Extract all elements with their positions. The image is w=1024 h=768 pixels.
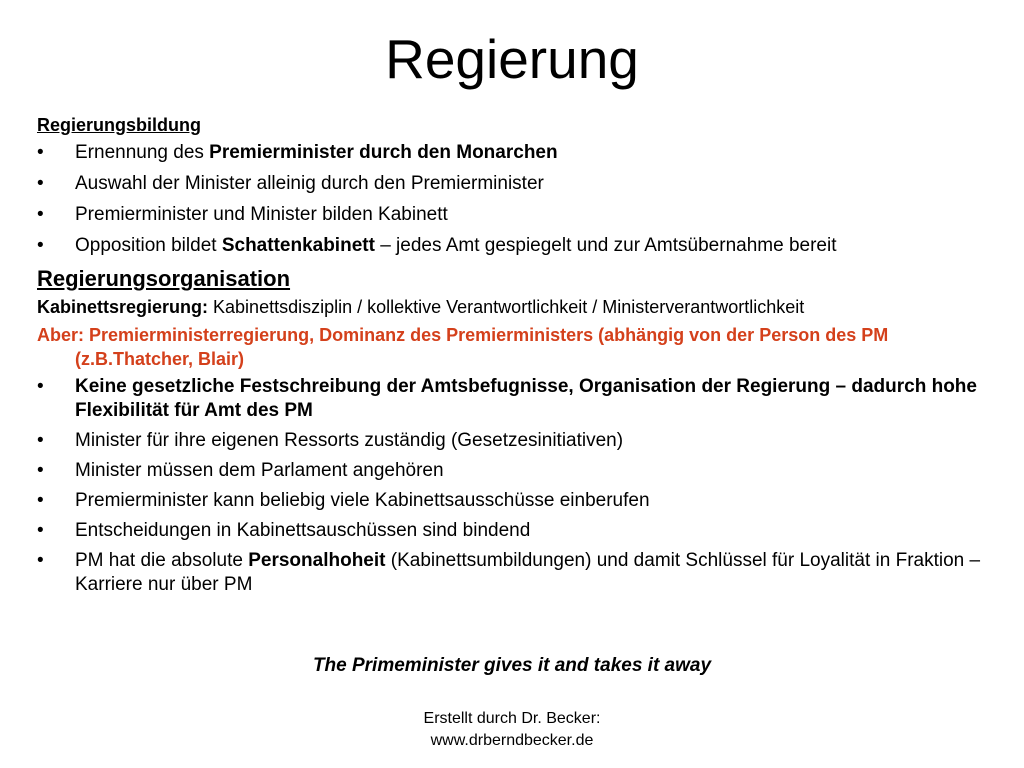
aber-paragraph: Aber: Premierministerregierung, Dominanz des Premierministers (abhängig von der Person des PM (z.B.Thatcher, Blair) [37,325,889,369]
item-text: Opposition bildet [75,235,222,256]
item-text: Minister für ihre eigenen Ressorts zuständig (Gesetzesinitiativen) [75,430,624,451]
list-item [37,234,997,258]
item-text: Minister müssen dem Parlament angehören [75,460,444,481]
item-bold-text: Premierminister durch den Monarchen [209,142,558,163]
item-text: – jedes Amt gespiegelt und zur Amtsübernahme bereit [374,235,837,256]
section-heading-regierungsbildung: Regierungsbildung [37,115,201,135]
bullet-icon: • [37,142,44,163]
footer-credit [350,708,674,752]
bullet-icon: • [37,520,44,541]
kabinettsregierung-paragraph [37,295,997,319]
item-text: (Kabinettsumbildungen) und damit Schlüssel für Loyalität in Fraktion – Karriere nur über PM [75,550,981,595]
item-bold-text: Keine gesetzliche Festschreibung der Amtsbefugnisse, Organisation der Regierung – dadurch hohe Flexibilität für Amt des PM [75,376,977,421]
bullet-icon: • [37,235,44,256]
section-heading-regierungsorganisation: Regierungsorganisation [37,266,291,291]
footer-url: www.drberndbecker.de [430,732,594,749]
item-text: PM hat die absolute [75,550,249,571]
list-item [37,429,997,453]
list-item [37,519,997,543]
list-item [37,141,997,165]
bullet-icon: • [37,376,44,397]
closing-quote: The Primeminister gives it and takes it away [312,655,712,676]
bullet-icon: • [37,173,44,194]
list-item [37,172,997,196]
item-text: Premierminister und Minister bilden Kabinett [75,204,448,225]
kabinett-label: Kabinettsregierung: [37,297,209,317]
list-item [37,203,997,227]
list-item [37,459,997,483]
item-text: Auswahl der Minister alleinig durch den Premierminister [75,173,544,194]
bullet-icon: • [37,490,44,511]
list-item [37,549,997,597]
list-item [37,375,997,423]
page-title: Regierung [385,28,639,90]
item-text: Entscheidungen in Kabinettsauschüssen sind bindend [75,520,531,541]
bullet-icon: • [37,204,44,225]
item-bold-text: Personalhoheit [248,550,386,571]
item-bold-text: Schattenkabinett [221,235,375,256]
footer-author: Erstellt durch Dr. Becker: [423,710,601,727]
bullet-icon: • [37,430,44,451]
item-text: Ernennung des [75,142,210,163]
bullet-icon: • [37,460,44,481]
kabinett-text: Kabinettsdisziplin / kollektive Verantwortlichkeit / Ministerverantwortlichkeit [208,297,805,317]
item-text: Premierminister kann beliebig viele Kabinettsausschüsse einberufen [75,490,650,511]
slide-content [37,112,997,603]
list-item [37,489,997,513]
bullet-icon: • [37,550,44,571]
